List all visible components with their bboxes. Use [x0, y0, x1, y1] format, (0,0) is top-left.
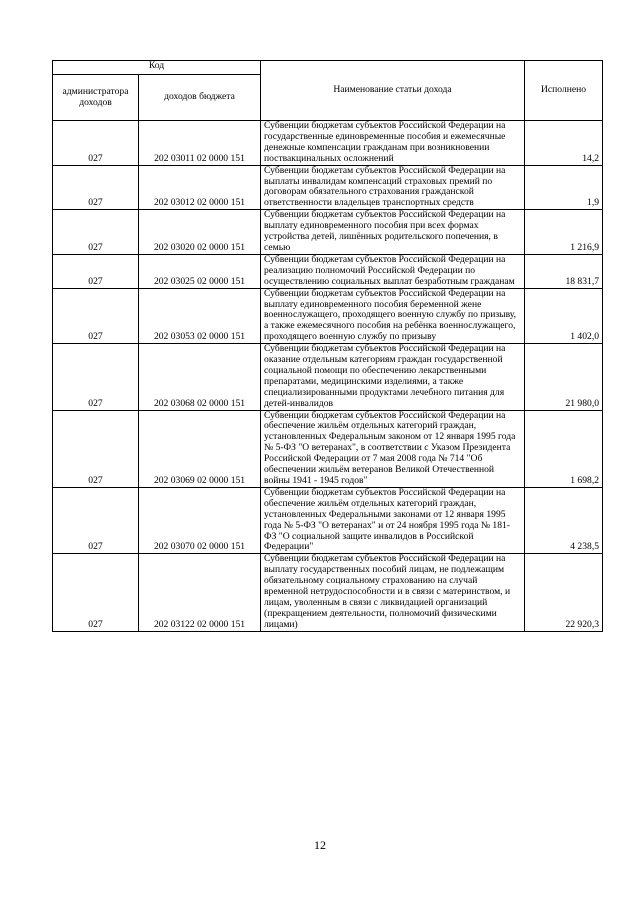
page-number: 12	[314, 838, 326, 852]
amount-cell: 4 238,5	[525, 487, 603, 553]
budget-code-cell: 202 03068 02 0000 151	[139, 344, 261, 410]
budget-code-cell: 202 03011 02 0000 151	[139, 121, 261, 166]
amount-cell: 18 831,7	[525, 254, 603, 288]
table-row	[53, 288, 603, 344]
amount-cell: 1 698,2	[525, 410, 603, 487]
admin-code-cell: 027	[53, 554, 139, 631]
income-name-cell: Субвенции бюджетам субъектов Российской Федерации на выплату единовременного пособия беременной жене военнослужащего, проходящего военную службу по призыву, а также ежемесячного пособия на ребёнка военнослужащего, проходящего военную службу по призыву	[261, 288, 525, 344]
budget-code-cell: 202 03069 02 0000 151	[139, 410, 261, 487]
amount-cell: 22 920,3	[525, 554, 603, 631]
header-code: Код	[53, 61, 261, 75]
budget-code-cell: 202 03070 02 0000 151	[139, 487, 261, 553]
income-name-cell: Субвенции бюджетам субъектов Российской Федерации на выплаты инвалидам компенсаций страховых премий по договорам обязательного страхования гражданской ответственности владельцев транспортных средств	[261, 165, 525, 210]
admin-code-cell: 027	[53, 254, 139, 288]
table-row	[53, 487, 603, 553]
admin-code-cell: 027	[53, 165, 139, 210]
table-row	[53, 344, 603, 410]
table-row	[53, 165, 603, 210]
header-budget-code: доходов бюджета	[139, 75, 261, 121]
budget-code-cell: 202 03025 02 0000 151	[139, 254, 261, 288]
income-name-cell: Субвенции бюджетам субъектов Российской Федерации на государственные единовременные пособия и ежемесячные денежные компенсации гражданам при возникновении поствакцинальных осложнений	[261, 121, 525, 166]
admin-code-cell: 027	[53, 288, 139, 344]
header-executed: Исполнено	[525, 61, 603, 121]
budget-code-cell: 202 03020 02 0000 151	[139, 210, 261, 255]
income-name-cell: Субвенции бюджетам субъектов Российской Федерации на обеспечение жильём отдельных категорий граждан, установленных Федеральным законом от 12 января 1995 года № 5-ФЗ "О ветеранах", в соответствии с Указом Президента Российской Федерации от 7 мая 2008 года № 714 "Об обеспечении жильём ветеранов Великой Отечественной войны 1941 - 1945 годов"	[261, 410, 525, 487]
table-row	[53, 410, 603, 487]
admin-code-cell: 027	[53, 410, 139, 487]
income-name-cell: Субвенции бюджетам субъектов Российской Федерации на выплату государственных пособий лицам, не подлежащим обязательному социальному страхованию на случай временной нетрудоспособности и в связи с материнством, и лицам, уволенным в связи с ликвидацией организаций (прекращением деятельности, полномочий физическими лицами)	[261, 554, 525, 631]
income-name-cell: Субвенции бюджетам субъектов Российской Федерации на реализацию полномочий Российской Федерации по осуществлению социальных выплат безработным гражданам	[261, 254, 525, 288]
income-name-cell: Субвенции бюджетам субъектов Российской Федерации на выплату единовременного пособия при всех формах устройства детей, лишённых родительского попечения, в семью	[261, 210, 525, 255]
amount-cell: 1 402,0	[525, 288, 603, 344]
amount-cell: 14,2	[525, 121, 603, 166]
budget-code-cell: 202 03012 02 0000 151	[139, 165, 261, 210]
table-row	[53, 554, 603, 631]
admin-code-cell: 027	[53, 487, 139, 553]
table-row	[53, 210, 603, 255]
admin-code-cell: 027	[53, 344, 139, 410]
amount-cell: 1 216,9	[525, 210, 603, 255]
admin-code-cell: 027	[53, 121, 139, 166]
revenue-table	[52, 60, 603, 632]
table-row	[53, 254, 603, 288]
amount-cell: 21 980,0	[525, 344, 603, 410]
income-name-cell: Субвенции бюджетам субъектов Российской Федерации на оказание отдельным категориям граждан государственной социальной помощи по обеспечению лекарственными препаратами, медицинскими изделиями, а также специализированными продуктами лечебного питания для детей-инвалидов	[261, 344, 525, 410]
income-name-cell: Субвенции бюджетам субъектов Российской Федерации на обеспечение жильём отдельных категорий граждан, установленных Федеральными законами от 12 января 1995 года № 5-ФЗ "О ветеранах" и от 24 ноября 1995 года № 181-ФЗ "О социальной защите инвалидов в Российской Федерации"	[261, 487, 525, 553]
header-income-name: Наименование статьи дохода	[261, 61, 525, 121]
budget-code-cell: 202 03053 02 0000 151	[139, 288, 261, 344]
amount-cell: 1,9	[525, 165, 603, 210]
budget-code-cell: 202 03122 02 0000 151	[139, 554, 261, 631]
table-row	[53, 121, 603, 166]
header-admin-code: администратора доходов	[53, 75, 139, 121]
admin-code-cell: 027	[53, 210, 139, 255]
